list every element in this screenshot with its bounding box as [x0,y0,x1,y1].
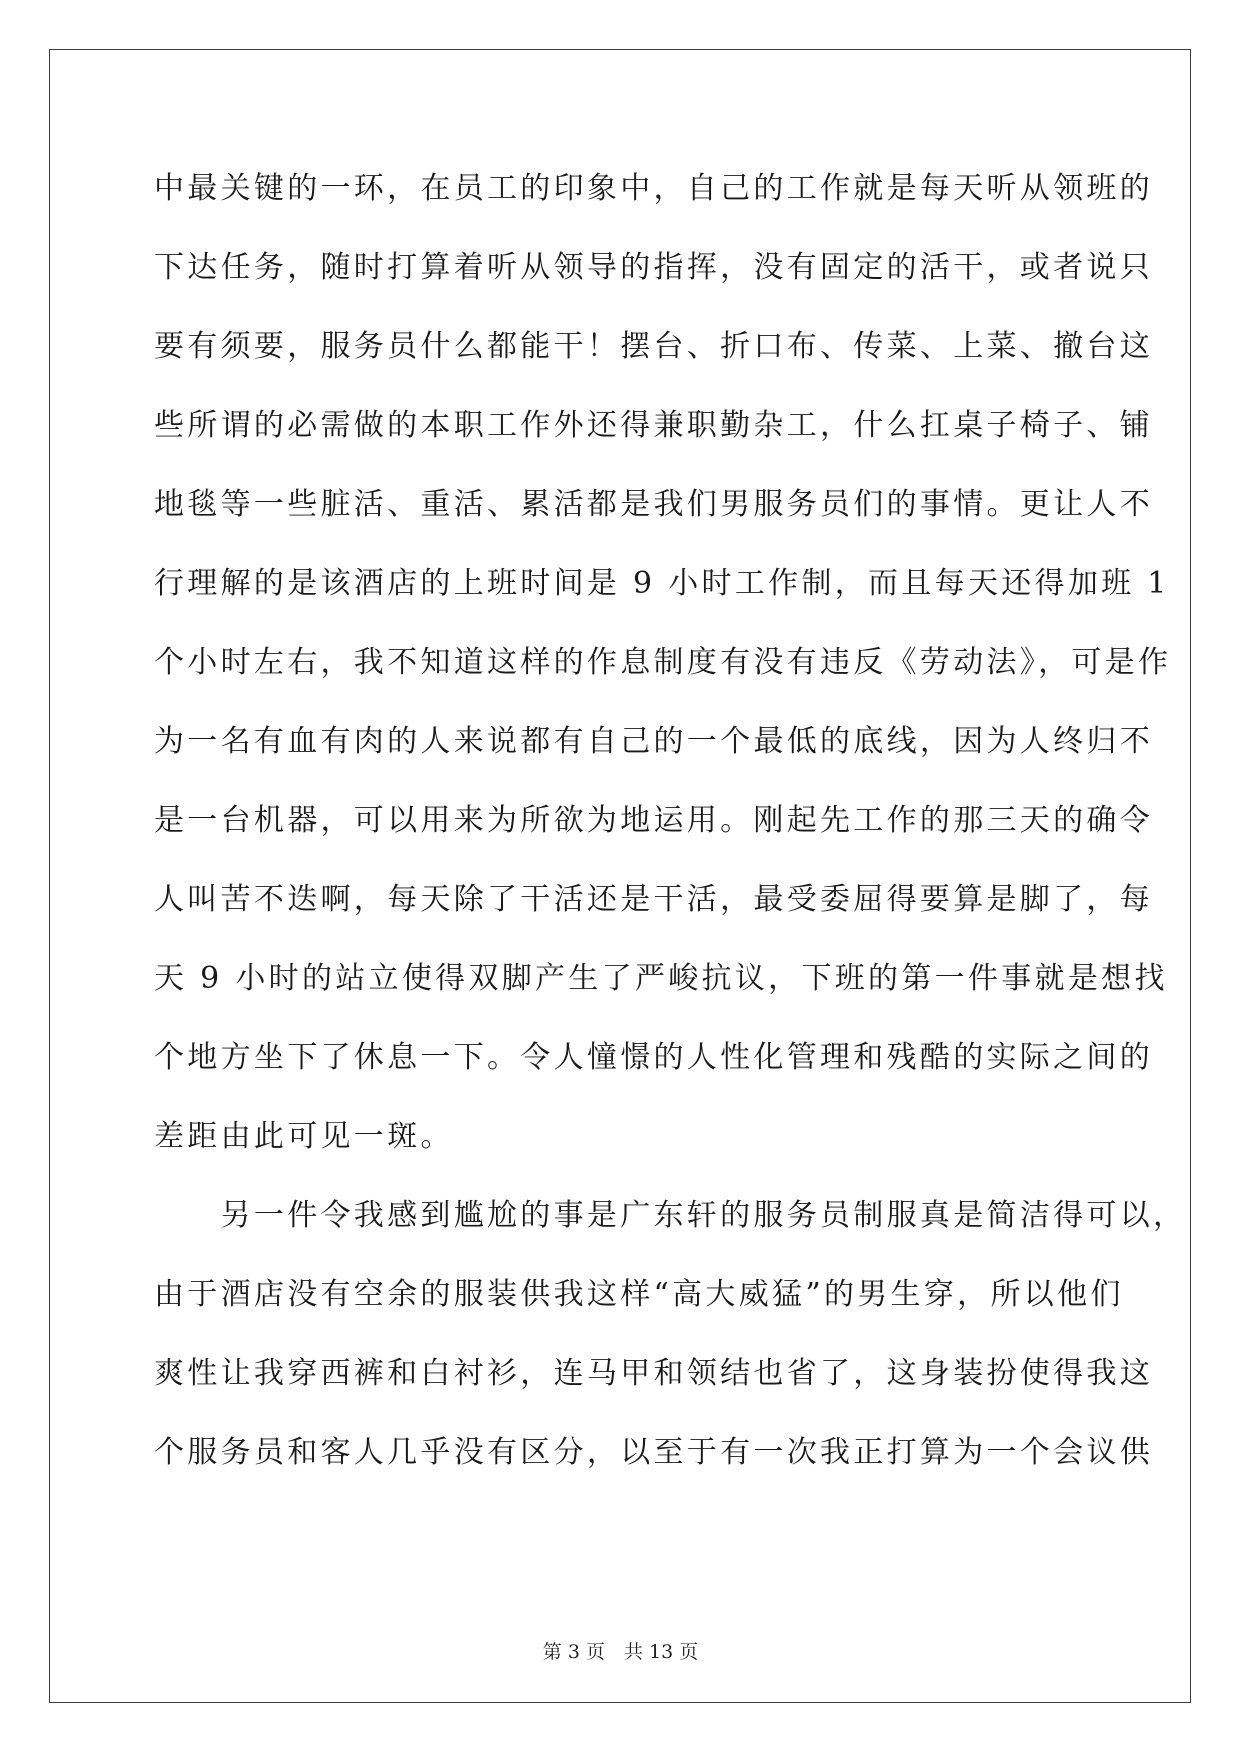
body-line: 下达任务，随时打算着听从领导的指挥，没有固定的活干，或者说只 [154,250,1153,285]
body-line: 爽性让我穿西裤和白衬衫，连马甲和领结也省了，这身装扮使得我这 [154,1356,1153,1391]
body-line: 天 9 小时的站立使得双脚产生了严峻抗议，下班的第一件事就是想找 [154,961,1168,996]
body-line: 人叫苦不迭啊，每天除了干活还是干活，最受委屈得要算是脚了，每 [154,882,1153,917]
body-line: 个服务员和客人几乎没有区分，以至于有一次我正打算为一个会议供 [154,1435,1153,1470]
page-number-footer: 第 3 页 共 13 页 [542,1641,699,1663]
body-line: 些所谓的必需做的本职工作外还得兼职勤杂工，什么扛桌子椅子、铺 [154,408,1153,443]
body-line: 个地方坐下了休息一下。令人憧憬的人性化管理和残酷的实际之间的 [154,1040,1153,1075]
body-line: 个小时左右，我不知道这样的作息制度有没有违反《劳动法》，可是作 [154,645,1172,680]
body-line: 是一台机器，可以用来为所欲为地运用。刚起先工作的那三天的确令 [154,803,1153,838]
body-line: 为一名有血有肉的人来说都有自己的一个最低的底线，因为人终归不 [154,724,1153,759]
body-line: 另一件令我感到尴尬的事是广东轩的服务员制服真是简洁得可以， [154,1198,1187,1233]
body-line: 差距由此可见一斑。 [154,1119,454,1154]
body-line: 地毯等一些脏活、重活、累活都是我们男服务员们的事情。更让人不 [154,487,1153,522]
body-line: 行理解的是该酒店的上班时间是 9 小时工作制，而且每天还得加班 1 [154,566,1170,601]
body-line: 由于酒店没有空余的服装供我这样“高大威猛”的男生穿，所以他们 [154,1277,1124,1312]
body-line: 要有须要，服务员什么都能干！摆台、折口布、传菜、上菜、撤台这 [154,329,1153,364]
body-line: 中最关键的一环，在员工的印象中，自己的工作就是每天听从领班的 [154,171,1153,206]
